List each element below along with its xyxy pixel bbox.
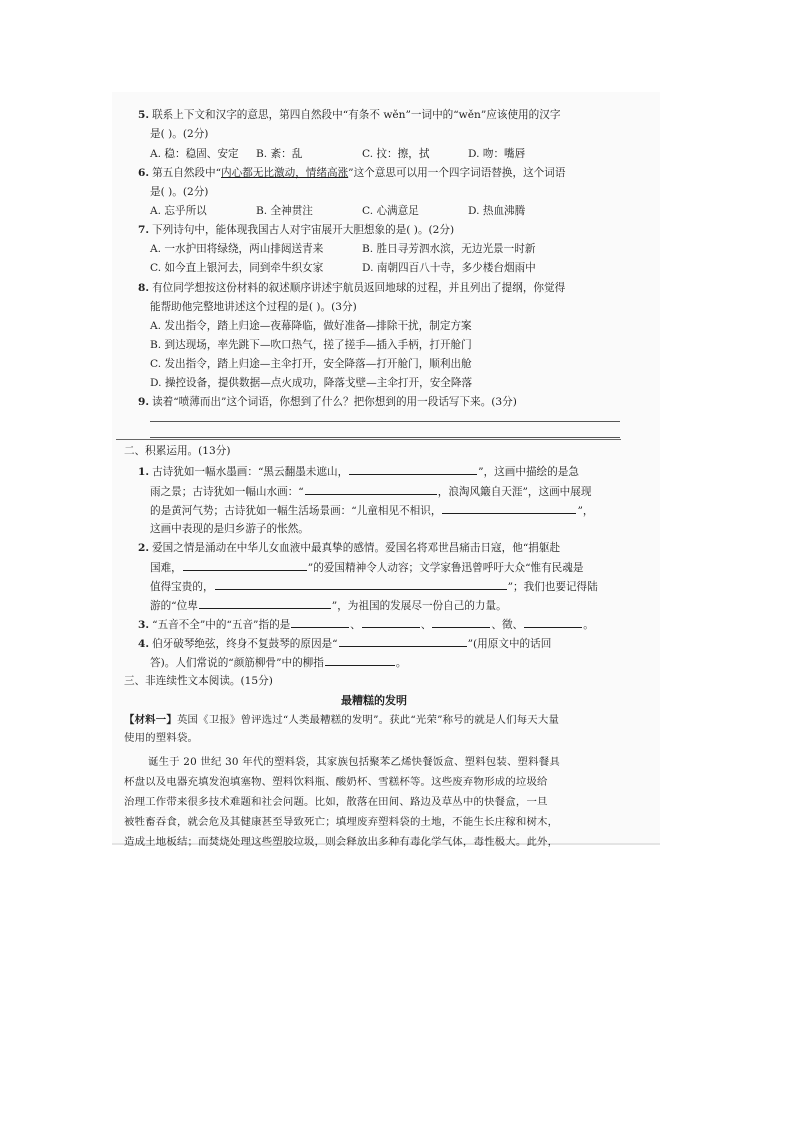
- q5-option-b[interactable]: B. 紊：乱: [256, 148, 303, 160]
- s2q3-separator-1: 、: [350, 619, 361, 631]
- material-1-p2-line2: 杯盘以及电器充填发泡填塞物、塑料饮料瓶、酸奶杯、雪糕杯等。这些废弃物形成的垃圾给: [124, 776, 548, 788]
- s2q2-blank-3[interactable]: [199, 598, 331, 609]
- q6-line1: [138, 166, 565, 180]
- q7-line1: [138, 223, 454, 237]
- q6-text-post: ”这个意思可以用一个四字词语替换，这个词语: [348, 167, 566, 179]
- material-1-p2-line4: 被牲畜吞食，就会危及其健康甚至导致死亡；填埋废弃塑料袋的土地，不能生长庄稼和树木，: [124, 816, 559, 828]
- q9-line1: [138, 395, 517, 409]
- s2q2-text-3a: 值得宝贵的，: [150, 581, 214, 593]
- s2q1-blank-1[interactable]: [349, 464, 477, 475]
- s2q4-text-1b: ”(用原文中的话回: [467, 638, 552, 650]
- q6-option-a[interactable]: A. 忘乎所以: [150, 205, 207, 217]
- s2q3-blank-3[interactable]: [432, 617, 490, 628]
- q8-line2: 能帮助他完整地讲述这个过程的是( )。(3分): [150, 301, 357, 313]
- q8-option-b[interactable]: B. 到达现场，率先跳下—吹口热气，搓了搓手—插入手柄，打开舱门: [150, 339, 472, 351]
- s2q2-line1: [138, 541, 560, 555]
- q9-answer-line-1[interactable]: [150, 420, 620, 422]
- s2q2-line3: [150, 579, 598, 594]
- s2q3-line: [138, 617, 594, 632]
- s2q4-line1: [138, 636, 551, 651]
- s2q1-blank-2[interactable]: [305, 484, 437, 495]
- s2q4-line2: [150, 655, 406, 670]
- q8-option-a[interactable]: A. 发出指令，踏上归途—夜幕降临，做好准备—排除干扰，制定方案: [150, 320, 472, 332]
- q9-text: 读着“喷薄而出”这个词语，你想到了什么？把你想到的用一段话写下来。(3分): [152, 396, 517, 408]
- s2q1-text-2a: 雨之景；古诗犹如一幅山水画：“: [150, 486, 304, 498]
- q8-option-d[interactable]: D. 操控设备，提供数据—点火成功，降落戈壁—主伞打开，安全降落: [150, 377, 473, 389]
- s2q1-text-3b: ”，: [577, 505, 594, 517]
- material-1-label: 【材料一】: [124, 714, 177, 726]
- material-1-line2: 使用的塑料袋。: [124, 732, 199, 744]
- q6-option-c[interactable]: C. 心满意足: [362, 205, 419, 217]
- s2q3-end: 。: [583, 619, 594, 631]
- section-2-title: 二、积累运用。(13分): [124, 445, 231, 457]
- q7-option-b[interactable]: B. 胜日寻芳泗水滨，无边光景一时新: [362, 243, 536, 255]
- q5-option-d[interactable]: D. 吻：嘴唇: [468, 148, 526, 160]
- q6-underlined-phrase: 内心都无比激动，情绪高涨: [221, 167, 349, 179]
- s2q1-text-1a: 古诗犹如一幅水墨画：“黑云翻墨未遮山，: [152, 466, 349, 478]
- q5-line2: 是( )。(2分): [150, 128, 209, 140]
- s2q2-text-2b: ”的爱国精神令人动容；文学家鲁迅曾呼吁大众“惟有民魂是: [307, 562, 584, 574]
- s2q1-line4: 这画中表现的是归乡游子的怅然。: [150, 523, 309, 535]
- material-1-p2-line1: 诞生于 20 世纪 30 年代的塑料袋，其家族包括聚苯乙烯快餐饭盒、塑料包装、塑料餐具: [148, 756, 560, 768]
- s2q3-separator-2: 、: [420, 619, 432, 631]
- q6-line2: 是( )。(2分): [150, 186, 209, 198]
- q5-option-c[interactable]: C. 抆：擦，拭: [362, 148, 430, 160]
- q6-number: 6.: [138, 167, 150, 179]
- s2q4-text-2a: 答)。人们常说的“颜筋柳骨”中的柳指: [150, 657, 324, 669]
- s2q2-text-4b: ”，为祖国的发展尽一份自己的力量。: [331, 600, 507, 612]
- q5-text: 联系上下文和汉字的意思，第四自然段中“有条不 wěn”一词中的“wěn”应该使用的汉字: [152, 109, 561, 121]
- s2q3-blank-2[interactable]: [362, 617, 420, 628]
- s2q2-line4: [150, 598, 507, 613]
- s2q2-text-1: 爱国之情是涌动在中华儿女血液中最真挚的感情。爱国名将邓世昌痛击日寇，他“捐躯赴: [152, 542, 561, 554]
- s2q3-number: 3.: [138, 619, 150, 631]
- s2q4-blank-2[interactable]: [325, 655, 395, 666]
- material-1-p2-line5: 造成土地板结；而焚烧处理这些塑胶垃圾，则会释放出多种有毒化学气体，毒性极大。此外，: [124, 836, 559, 848]
- s2q1-line3: [150, 503, 593, 518]
- article-title: 最糟糕的发明: [341, 694, 407, 707]
- q5-option-a[interactable]: A. 稳：稳固、安定: [150, 148, 239, 160]
- q7-number: 7.: [138, 224, 150, 236]
- s2q3-blank-1[interactable]: [291, 617, 349, 628]
- s2q1-text-1b: ”，这画中描绘的是急: [478, 466, 579, 478]
- q9-number: 9.: [138, 396, 150, 408]
- q5-line1: [138, 108, 560, 122]
- s2q4-text-1a: 伯牙破琴绝弦，终身不复鼓琴的原因是“: [152, 638, 338, 650]
- q6-option-b[interactable]: B. 全神贯注: [256, 205, 313, 217]
- s2q4-blank-1[interactable]: [339, 636, 467, 647]
- s2q2-text-4a: 游的“位卑: [150, 600, 198, 612]
- q8-option-c[interactable]: C. 发出指令，踏上归途—主伞打开，安全降落—打开舱门，顺利出舱: [150, 358, 472, 370]
- s2q3-text: “五音不全”中的“五音”指的是: [152, 619, 291, 631]
- s2q1-line1: [138, 464, 579, 479]
- q6-option-d[interactable]: D. 热血沸腾: [468, 205, 526, 217]
- material-1-p2-line3: 治理工作带来很多技术难题和社会问题。比如，散落在田间、路边及草丛中的快餐盒，一旦: [124, 796, 548, 808]
- q7-text: 下列诗句中，能体现我国古人对宇宙展开大胆想象的是( )。(2分): [152, 224, 455, 236]
- q6-text-pre: 第五自然段中“: [152, 167, 222, 179]
- q7-option-c[interactable]: C. 如今直上银河去，同到牵牛织女家: [150, 262, 324, 274]
- section-divider: [116, 438, 621, 440]
- s2q4-number: 4.: [138, 638, 150, 650]
- s2q4-text-2b: 。: [395, 657, 407, 669]
- s2q3-blank-4[interactable]: [524, 617, 582, 628]
- s2q2-text-2a: 国难，: [150, 562, 182, 574]
- s2q1-text-3a: 的是黄河气势；古诗犹如一幅生活场景画：“儿童相见不相识，: [150, 505, 442, 517]
- q7-option-a[interactable]: A. 一水护田将绿绕，两山排闼送青来: [150, 243, 324, 255]
- q8-line1: [138, 281, 565, 295]
- s2q2-blank-1[interactable]: [183, 560, 307, 571]
- material-1-line1: [124, 712, 610, 728]
- q5-number: 5.: [138, 109, 150, 121]
- s2q1-text-2b: ，浪淘风簸自天涯”，这画中展现: [437, 486, 592, 498]
- s2q2-text-3b: ”；我们也要记得陆: [507, 581, 598, 593]
- s2q1-number: 1.: [138, 466, 150, 478]
- section-3-title: 三、非连续性文本阅读。(15分): [124, 675, 273, 687]
- q8-text: 有位同学想按这份材料的叙述顺序讲述宇航员返回地球的过程，并且列出了提纲，你觉得: [152, 282, 566, 294]
- s2q2-blank-2[interactable]: [215, 579, 507, 590]
- s2q2-number: 2.: [138, 542, 150, 554]
- material-1-text-1: 英国《卫报》曾评选过“人类最糟糕的发明”。获此“光荣”称号的就是人们每天大量: [176, 714, 560, 726]
- s2q3-text-zhi: 、徵、: [491, 619, 524, 631]
- s2q1-line2: [150, 484, 591, 499]
- s2q1-blank-3[interactable]: [442, 503, 576, 514]
- q8-number: 8.: [138, 282, 150, 294]
- s2q2-line2: [150, 560, 583, 575]
- q7-option-d[interactable]: D. 南朝四百八十寺，多少楼台烟雨中: [362, 262, 536, 274]
